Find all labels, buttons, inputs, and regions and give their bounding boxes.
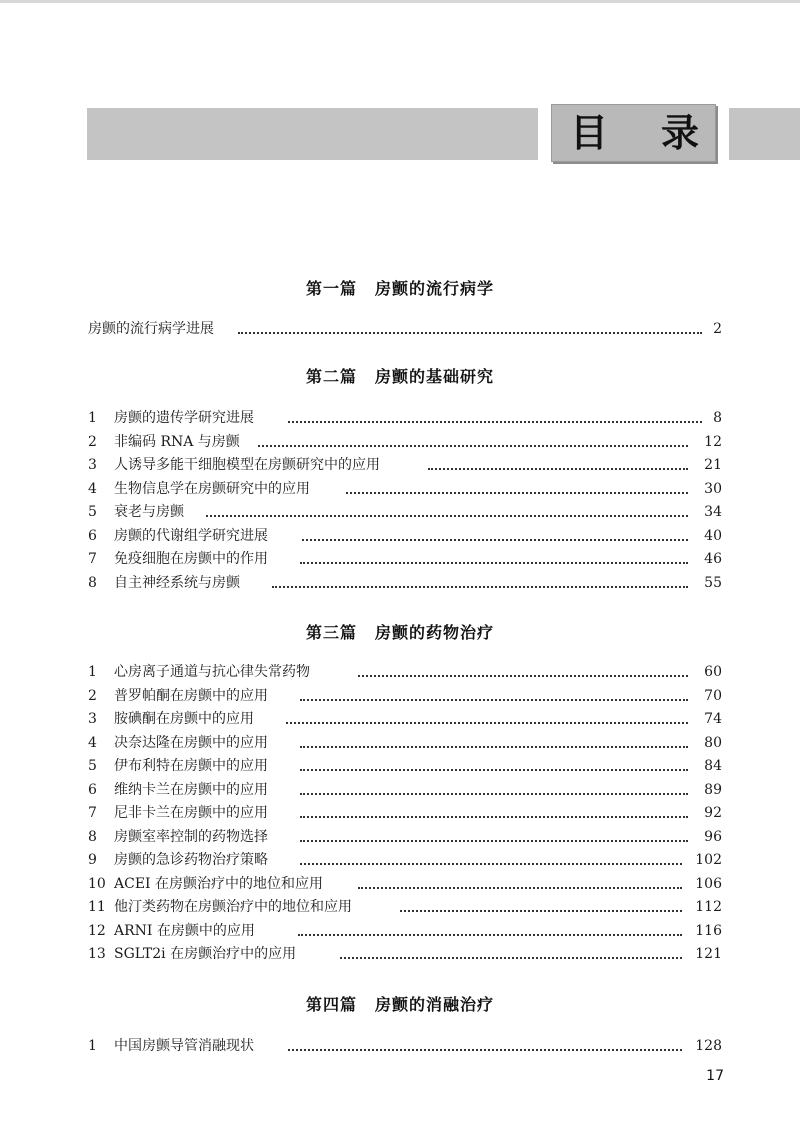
toc-entry-num: 2 [88,688,97,704]
toc-entry[interactable] [88,1035,722,1057]
section-part-title: 房颤的药物治疗 [375,623,495,642]
toc-entry-title: SGLT2i 在房颤治疗中的应用 [114,943,300,965]
toc-entry[interactable] [88,920,722,942]
section-part-title: 房颤的消融治疗 [375,995,495,1014]
leader-dots [298,934,682,936]
toc-entry-title: ACEI 在房颤治疗中的地位和应用 [114,873,327,895]
leader-dots [300,816,688,818]
toc-entry[interactable] [88,708,722,730]
toc-entry-num: 1 [88,664,97,680]
toc-entry[interactable] [88,572,722,594]
toc-entry-page: 92 [700,802,722,824]
toc-entry[interactable] [88,548,722,570]
toc-entry[interactable] [88,943,722,965]
section-title [0,620,800,643]
leader-dots [300,746,688,748]
toc-entry-num: 2 [88,434,97,450]
section-title [0,276,800,299]
toc-entry-page: 116 [691,920,722,942]
toc-entry-title: 普罗帕酮在房颤中的应用 [114,685,272,707]
leader-dots [288,421,702,423]
toc-entry-num: 9 [88,852,97,868]
section-title [0,364,800,387]
toc-entry[interactable] [88,501,722,523]
toc-entry-title: 伊布利特在房颤中的应用 [114,755,272,777]
toc-entry-num: 8 [88,829,97,845]
toc-entry[interactable] [88,849,722,871]
section-part-label: 第二篇 [305,367,357,386]
toc-entry-num: 12 [88,923,106,939]
toc-entry-page: 84 [700,755,722,777]
toc-heading-char-2: 录 [660,111,699,155]
toc-entry-num: 6 [88,782,97,798]
toc-entry-num: 10 [88,876,106,892]
toc-entry-title: 房颤的急诊药物治疗策略 [114,849,272,871]
leader-dots [300,699,688,701]
toc-entry-num: 3 [88,457,97,473]
toc-entry-title: 自主神经系统与房颤 [114,572,244,594]
toc-entry-title: 人诱导多能干细胞模型在房颤研究中的应用 [114,454,384,476]
toc-entry-num: 8 [88,575,97,591]
toc-entry-num: 1 [88,410,97,426]
toc-entry-title: 房颤的遗传学研究进展 [114,407,258,429]
header-band-left [87,108,538,160]
section-part-title: 房颤的流行病学 [375,279,495,298]
leader-dots [206,515,688,517]
toc-entry[interactable] [88,431,722,453]
leader-dots [300,562,688,564]
leader-dots [300,769,688,771]
toc-entry-title: 免疫细胞在房颤中的作用 [114,548,272,570]
toc-entry-page: 21 [700,454,722,476]
section-part-label: 第一篇 [305,279,357,298]
section-title [0,992,800,1015]
toc-heading-char-1: 目 [570,111,609,155]
toc-entry-title: 决奈达隆在房颤中的应用 [114,732,272,754]
toc-entry-title: 房颤的流行病学进展 [88,318,218,340]
toc-entry[interactable] [88,826,722,848]
header-band-right [729,108,800,160]
toc-entry-title: 胺碘酮在房颤中的应用 [114,708,258,730]
toc-entry[interactable] [88,896,722,918]
toc-entry-title: 中国房颤导管消融现状 [114,1035,258,1057]
toc-entry-page: 96 [700,826,722,848]
toc-entry-num: 3 [88,711,97,727]
toc-entry-page: 70 [700,685,722,707]
leader-dots [346,492,688,494]
leader-dots [238,332,702,334]
toc-entry-num: 13 [88,946,106,962]
toc-entry-page: 112 [691,896,722,918]
toc-entry-page: 40 [700,525,722,547]
leader-dots [300,863,682,865]
toc-entry-title: 生物信息学在房颤研究中的应用 [114,478,314,500]
leader-dots [286,722,688,724]
toc-entry-num: 4 [88,481,97,497]
toc-entry[interactable] [88,478,722,500]
leader-dots [340,957,682,959]
toc-entry-title: 房颤的代谢组学研究进展 [114,525,272,547]
toc-entry-page: 30 [700,478,722,500]
toc-entry[interactable] [88,779,722,801]
toc-entry-page: 8 [709,407,722,429]
toc-entry[interactable] [88,873,722,895]
toc-entry-page: 12 [700,431,722,453]
toc-entry-page: 74 [700,708,722,730]
toc-entry[interactable] [88,802,722,824]
toc-entry-num: 5 [88,504,97,520]
toc-entry[interactable] [88,755,722,777]
leader-dots [288,1049,682,1051]
toc-entry-num: 6 [88,528,97,544]
toc-entry-page: 106 [691,873,722,895]
toc-entry-title: 心房离子通道与抗心律失常药物 [114,661,314,683]
toc-entry-title: 非编码 RNA 与房颤 [114,431,244,453]
toc-entry-num: 4 [88,735,97,751]
toc-entry[interactable] [88,454,722,476]
toc-entry-page: 46 [700,548,722,570]
leader-dots [358,887,682,889]
toc-entry-title: ARNI 在房颤中的应用 [114,920,259,942]
toc-entry-num: 7 [88,551,97,567]
toc-entry-title: 他汀类药物在房颤治疗中的地位和应用 [114,896,356,918]
toc-entry-page: 121 [691,943,722,965]
toc-entry[interactable] [88,407,722,429]
section-part-label: 第三篇 [305,623,357,642]
leader-dots [300,840,688,842]
toc-entry[interactable] [88,525,722,547]
leader-dots [258,445,688,447]
leader-dots [400,910,682,912]
toc-entry-page: 55 [700,572,722,594]
toc-entry-title: 尼非卡兰在房颤中的应用 [114,802,272,824]
toc-entry[interactable] [88,732,722,754]
section-part-label: 第四篇 [305,995,357,1014]
toc-entry-num: 11 [88,899,106,915]
leader-dots [302,539,688,541]
toc-heading-box [551,104,716,162]
toc-entry-page: 60 [700,661,722,683]
toc-entry-num: 1 [88,1038,97,1054]
toc-entry-num: 7 [88,805,97,821]
toc-entry-page: 80 [700,732,722,754]
leader-dots [300,793,688,795]
section-part-title: 房颤的基础研究 [375,367,495,386]
top-rule [0,0,800,3]
toc-entry-num: 5 [88,758,97,774]
toc-entry[interactable] [88,318,722,340]
toc-entry-page: 2 [709,318,722,340]
leader-dots [358,675,688,677]
toc-entry-page: 102 [691,849,722,871]
toc-entry[interactable] [88,685,722,707]
toc-entry-page: 34 [700,501,722,523]
toc-entry-title: 衰老与房颤 [114,501,188,523]
leader-dots [428,468,688,470]
toc-entry[interactable] [88,661,722,683]
toc-entry-title: 房颤室率控制的药物选择 [114,826,272,848]
toc-entry-page: 128 [691,1035,722,1057]
toc-entry-title: 维纳卡兰在房颤中的应用 [114,779,272,801]
page-number: 17 [706,1068,724,1084]
leader-dots [272,586,688,588]
toc-entry-page: 89 [700,779,722,801]
